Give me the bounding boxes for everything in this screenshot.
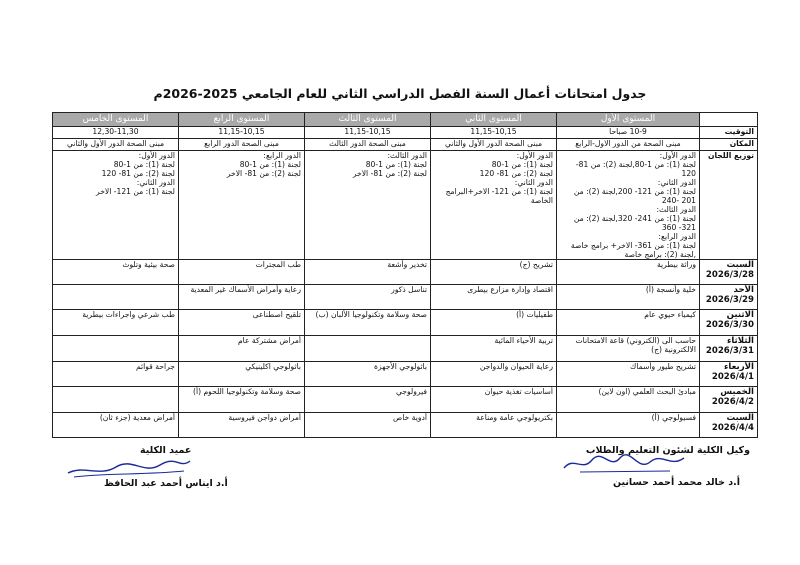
day-cell [700,260,758,285]
timing-row [53,127,758,139]
corner-cell [700,113,758,127]
subject-cell: رعاية الحيوان والدواجن [431,362,557,387]
day-name: السبت [726,413,754,423]
committee-cell [557,151,700,260]
committee-line: الدور الثاني: [136,178,175,187]
committee-line: لجنة (1): من 1-80 [491,160,553,169]
day-row [53,413,758,438]
subject-cell: أمراض دواجن فيروسية [179,413,305,438]
committee-line: لجنة (2): من 81- 120 [101,169,175,178]
subject-cell: أمراض معدية (جزء ثان) [53,413,179,438]
committee-line: لجنة (1): من 1-80 [365,160,427,169]
subject-cell: تشريح طيور وأسماك [557,362,700,387]
subject-cell: طب المجترات [179,260,305,285]
committee-cell [305,151,431,260]
committee-line: الدور الرابع: [263,151,301,160]
level-header: المستوى الرابع [179,113,305,127]
level-header: المستوى الثالث [305,113,431,127]
day-date: 2026/4/2 [711,397,754,407]
subject-cell: تخدير وأشعة [305,260,431,285]
day-cell [700,310,758,336]
subject-cell: وراثة بيطرية [557,260,700,285]
subject-cell: خلية وأنسجة (أ) [557,285,700,310]
subject-cell: أدوية خاص [305,413,431,438]
time-cell: 11,15-10,15 [179,127,305,139]
subject-cell: أمراض مشتركة عام [179,336,305,362]
subject-cell: بكتريولوجي عامة ومناعة [431,413,557,438]
committee-line: لجنة (1): من 1-80,لجنة (2): من 81- 120 [575,160,696,178]
subject-cell: باثولوجي الأجهزة [305,362,431,387]
subject-cell: حاسب الى (الكتروني) قاعة الامتحانات الالكترونية (ج) [557,336,700,362]
committee-line: الدور الثاني: [657,178,696,187]
day-date: 2026/3/31 [705,346,754,356]
committee-line: الدور الرابع: [658,232,696,241]
subject-cell: اقتصاد وإدارة مزارع بيطرى [431,285,557,310]
subject-cell: باثولوجي اكلينيكي [179,362,305,387]
day-row [53,285,758,310]
day-name: الخميس [720,387,754,397]
committees-row [53,151,758,260]
subject-cell: فسيولوجي (أ) [557,413,700,438]
committee-line: لجنة (1): من 121- الاخر [96,187,175,196]
day-cell [700,387,758,413]
schedule-title: جدول امتحانات أعمال السنة الفصل الدراسي الثاني للعام الجامعي 2025-2026م [153,86,647,101]
day-row [53,387,758,413]
day-cell [700,362,758,387]
committee-cell [179,151,305,260]
day-cell [700,336,758,362]
subject-cell: تلقيح اصطناعى [179,310,305,336]
day-cell [700,413,758,438]
time-cell: 10-9 صباحا [557,127,700,139]
subject-cell: مبادئ البحث العلمي (اون لاين) [557,387,700,413]
place-label: المكان [700,139,758,151]
day-name: السبت [726,260,754,270]
subject-cell: أساسيات تغذية حيوان [431,387,557,413]
subject-cell: فيرولوجي [305,387,431,413]
timing-label: التوقيت [700,127,758,139]
subject-cell: صحة وسلامة وتكنولوجيا الألبان (ب) [305,310,431,336]
dean-role: عميد الكلية [140,445,192,456]
subject-cell [53,285,179,310]
committee-line: الدور الثالث: [656,205,696,214]
subject-cell: صحة وسلامة وتكنولوجيا اللحوم (أ) [179,387,305,413]
day-row [53,260,758,285]
day-date: 2026/4/4 [711,423,754,433]
day-date: 2026/3/30 [705,320,754,330]
subject-cell: جراحة قوائم [53,362,179,387]
time-cell: 11,15-10,15 [305,127,431,139]
committee-line: لجنة (1): من 121- الاخر+البرامج الخاصة [445,187,553,205]
day-name: الأحد [733,285,754,295]
subject-cell: كيمياء حيوي عام [557,310,700,336]
vice-dean-name-block [613,477,740,488]
day-row [53,362,758,387]
committees-label: توزيع اللجان [700,151,758,260]
subject-cell: طفيليات (أ) [431,310,557,336]
subject-cell [305,336,431,362]
day-date: 2026/3/28 [705,270,754,280]
time-cell: 11,15-10,15 [431,127,557,139]
day-name: الثلاثاء [726,336,754,346]
day-row [53,310,758,336]
committee-line: الدور الأول: [138,151,175,160]
levels-header-row [53,113,758,127]
subject-cell: تشريح (ج) [431,260,557,285]
committee-line: لجنة (1): من 121- 200,لجنة (2): من 201 -240 [573,187,696,205]
subject-cell [53,387,179,413]
dean-name: أ.د ايناس أحمد عبد الحافظ [104,478,228,489]
committee-cell [53,151,179,260]
committee-line: الدور الأول: [659,151,696,160]
committee-line: الدور الثاني: [514,178,553,187]
committee-line: لجنة (2): من 81- الاخر [352,169,427,178]
committee-line: لجنة (1): من 1-80 [113,160,175,169]
day-name: الاثنين [726,310,754,320]
place-cell: مبنى الصحة الدور الأول والثاني [431,139,557,151]
vice-dean-name: أ.د خالد محمد أحمد حسانين [612,477,740,488]
subject-cell: طب شرعي واجراءات بيطرية [53,310,179,336]
committee-line: لجنة (1): من 361- الاخر+ برامج خاصة ,لجنة (2): برامج خاصة [570,241,696,259]
place-cell: مبنى الصحة الدور الرابع [179,139,305,151]
committee-line: الدور الثالث: [387,151,427,160]
subject-cell: رعاية وأمراض الأسماك غير المعدية [179,285,305,310]
day-date: 2026/3/29 [705,295,754,305]
committee-line: لجنة (2): من 81- 120 [479,169,553,178]
subject-cell [53,336,179,362]
time-cell: 12,30-11,30 [53,127,179,139]
place-row [53,139,758,151]
level-header: المستوى الخامس [53,113,179,127]
level-header: المستوى الأول [557,113,700,127]
exam-schedule-table [52,112,758,438]
committee-cell [431,151,557,260]
committee-line: الدور الأول: [516,151,553,160]
day-name: الأربعاء [724,362,754,372]
day-row [53,336,758,362]
committee-line: لجنة (1): من 1-80 [239,160,301,169]
vice-dean-role: وكيل الكلية لشئون التعليم والطلاب [585,445,750,456]
subject-cell: صحة بيئية وتلوث [53,260,179,285]
committee-line: لجنة (1): من 241- 320,لجنة (2): من 321- 360 [573,214,696,232]
subject-cell: تربية الأحياء المائية [431,336,557,362]
level-header: المستوى الثاني [431,113,557,127]
committee-line: لجنة (2): من 81- الاخر [226,169,301,178]
place-cell: مبنى الصحة الدور الأول والثاني [53,139,179,151]
dean-name-block [104,478,228,489]
place-cell: مبنى الصحة الدور الثالث [305,139,431,151]
vice-dean-handwritten-signature [560,452,690,476]
day-cell [700,285,758,310]
day-date: 2026/4/1 [711,372,754,382]
place-cell: مبنى الصحة من الدور الاول-الرابع [557,139,700,151]
subject-cell: تناسل ذكور [305,285,431,310]
